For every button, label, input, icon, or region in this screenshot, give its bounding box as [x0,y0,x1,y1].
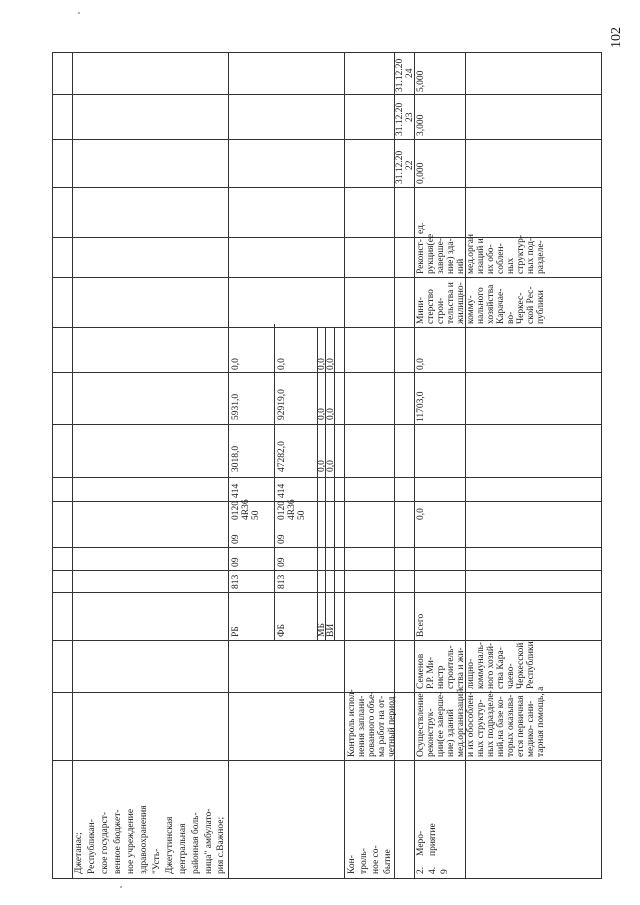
institution-line: ское государст- [100,811,110,874]
table-border-left [52,52,53,878]
rb-gr: 813 [231,574,241,589]
result: соблен- [496,243,506,274]
fb-v2: 92919,0 [277,389,287,420]
result: их обо- [486,244,496,274]
control-date-2022: 31.12.20 [395,150,405,184]
executor: хозяйства [486,284,496,324]
control-event-label: бытие [383,849,393,874]
rb-v2: 5931,0 [231,393,241,420]
col-line [317,327,318,640]
page-number: 102 [609,27,624,48]
control-event-desc: четный период [387,696,397,757]
result: ние) зда- [446,238,456,274]
row-line [52,570,602,571]
row-line [52,327,602,328]
fb-gr: 813 [277,574,287,589]
vi-v1: 0,0 [326,460,336,472]
control-date-2023: 31.12.20 [395,102,405,136]
responsible: коммуналь- [476,641,486,689]
institution-line: "Усть- [152,848,162,874]
target-2023: 3,000 [416,114,426,136]
measure-desc: ции(ее заверше- [436,691,446,757]
result: мед.орган [466,233,476,274]
source-mb: МБ [317,623,327,637]
rb-v1: 3018,0 [231,445,241,472]
rotated-table [52,52,602,878]
result: изаций и [476,238,486,274]
fb-rz: 09 [277,557,287,567]
table-border-top [52,52,602,53]
responsible: ного хозяй- [486,642,496,689]
measure-desc: реконструк- [426,708,436,757]
rb-rz: 09 [231,557,241,567]
measure-type: Меро- [416,830,426,856]
institution-line: здравоохранения [139,805,149,874]
rb-csr: 4R36 [241,499,251,520]
control-event-desc: Контроль испол- [347,689,357,757]
fb-vr: 414 [277,483,287,498]
fb-v3: 0,0 [277,358,287,370]
responsible: лищно- [466,658,476,689]
measure-desc: ние) зданий [446,709,456,757]
row-line [52,424,602,425]
target-2024: 5,000 [416,70,426,92]
control-event-desc: ма работ на от- [377,695,387,757]
row-line [52,760,602,761]
measure-v3: 0,0 [416,358,426,370]
result: ний [456,258,466,274]
source-vi: ВИ [326,623,336,637]
scan-speck [120,886,122,888]
col-line [274,324,275,641]
vi-v3: 0,0 [326,358,336,370]
executor: ской Рес- [526,286,536,324]
result: структур- [516,234,526,274]
executor: строи- [436,297,446,324]
row-line [52,372,602,373]
institution-line: ное учреждение [126,808,136,874]
control-date-2022-b: 22 [405,160,415,170]
measure-desc: ных подразделе- [486,690,496,757]
executor: Карачае- [496,288,506,324]
result: разделе- [536,240,546,274]
responsible: Р.Р. Ми- [426,656,436,689]
measure-source: Всего [416,613,426,637]
rb-vr: 414 [231,483,241,498]
executor: стерство [426,289,436,324]
scan-speck [78,12,80,14]
measure-desc: тарная помощь, а [536,686,546,757]
fb-pr: 09 [277,534,287,544]
measure-desc: мед.организаций [456,688,466,757]
responsible: строитель- [446,645,456,689]
result: заверше- [436,237,446,274]
fb-csr: 0120 [277,501,287,520]
col-line [228,52,229,878]
mb-v2: 0,0 [317,408,327,420]
rb-pr: 09 [231,534,241,544]
row-line [52,94,602,95]
rb-csr: 0120 [231,501,241,520]
measure-desc: Осуществление [416,693,426,757]
control-event-label: троль- [359,848,369,874]
mb-v1: 0,0 [317,460,327,472]
col-line [344,52,345,878]
result: ных [506,257,516,274]
row-line [52,640,602,641]
row-line [52,477,602,478]
row-line [52,187,602,188]
executor: Мини- [416,297,426,324]
measure-desc: ний,на базе ко- [496,696,506,757]
institution-line: венное бюджет- [113,809,123,874]
table-border-right [601,52,602,878]
rb-csr: 50 [251,510,261,520]
unit: ед. [416,222,426,234]
result: рукция(ее [426,233,436,274]
executor: Черкес- [516,292,526,324]
responsible: Семенов [416,653,426,689]
col-line [334,327,335,640]
executor: публики [536,290,546,324]
row-line [52,547,602,548]
responsible: Черкесской [516,642,526,689]
mb-v3: 0,0 [317,358,327,370]
measure-v2: 11703,0 [416,391,426,422]
control-event-desc: рованного объе- [367,691,377,757]
responsible: ства Кара- [496,647,506,689]
measure-number: 9 [440,869,450,874]
control-event-label: ное со- [371,845,381,874]
rb-v3: 0,0 [231,358,241,370]
institution-line: Республикан- [87,819,97,874]
institution-line: районная боль- [191,812,201,874]
responsible: Республики [526,641,536,689]
measure-number: 4. [428,866,438,874]
responsible: ства и жи- [456,647,466,689]
institution-line: Джегутинская [165,816,175,874]
source-rb: РБ [231,626,241,637]
measure-desc: торых оказыва- [506,694,516,757]
row-line [52,692,602,693]
col-line [414,52,415,878]
row-line [52,501,602,502]
control-date-2024: 31.12.20 [395,58,405,92]
responsible: чаево- [506,663,516,689]
executor: нального [476,287,486,324]
executor: тельства и [446,282,456,324]
source-fb: ФБ [277,624,287,637]
institution-line: ница" амбулато- [204,808,214,874]
fb-csr: 4R36 [287,499,297,520]
control-date-2023-b: 23 [405,112,415,122]
institution-line: центральная [178,823,188,874]
measure-v1: 0,0 [416,508,426,520]
measure-desc: медико- сани- [526,700,536,757]
result: Реконст- [416,239,426,274]
executor: жилищно- [456,282,466,324]
measure-desc: ется первичная [516,695,526,757]
measure-type: приятие [428,823,438,856]
vi-v2: 0,0 [326,408,336,420]
measure-desc: ных структур- [476,699,486,757]
measure-number: 2. [416,866,426,874]
col-line [72,52,73,878]
institution-line: Джетанас; [74,832,84,874]
table-border-bottom [52,878,602,879]
measure-desc: и их обособлен- [466,691,476,757]
responsible: нистр [436,665,446,689]
col-line [325,327,326,640]
executor: во- [506,311,516,324]
institution-line: рия с.Важное; [216,816,226,874]
row-line [52,592,602,593]
control-event-label: Кон- [347,855,357,874]
fb-csr: 50 [297,510,307,520]
executor: комму- [466,295,476,324]
target-2022: 0,000 [416,162,426,184]
control-date-2024-b: 24 [405,68,415,78]
row-line [52,139,602,140]
control-event-desc: нения заплани- [357,695,367,757]
result: ных под- [526,237,536,274]
fb-v1: 47282,0 [277,441,287,472]
row-line [52,277,602,278]
